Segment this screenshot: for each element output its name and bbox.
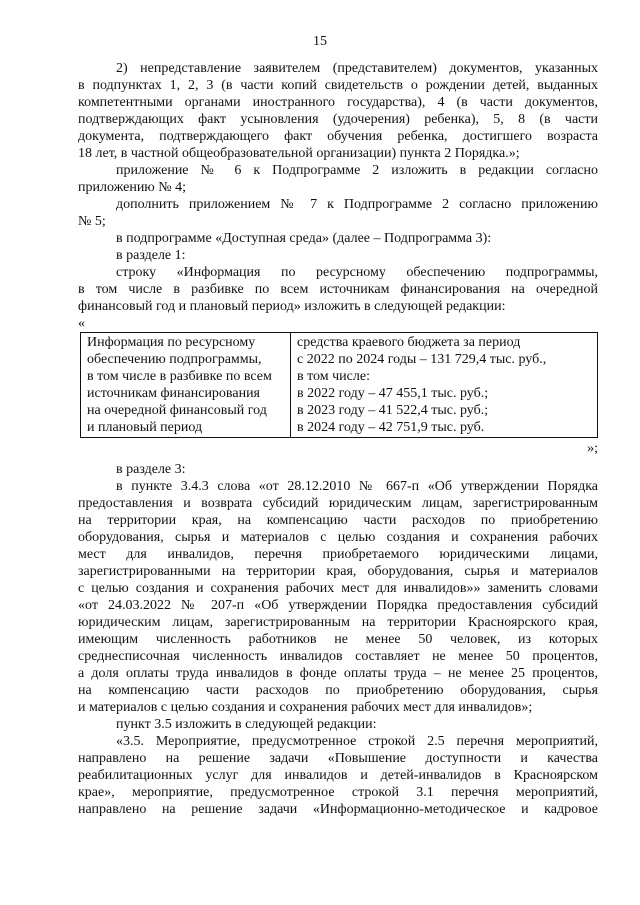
table-value-line: в 2022 году – 47 455,1 тыс. руб.; — [297, 386, 489, 401]
table-label-line: Информация по ресурсному — [87, 335, 256, 350]
table-label-cell — [81, 333, 291, 438]
text-line: подтверждающих факт усыновления (удочерения) ребенка), 5, 8 (в части — [78, 112, 598, 127]
table-label-line: обеспечению подпрограммы, — [87, 352, 262, 367]
text-line: приложению № 4; — [78, 180, 187, 195]
text-line: а доля оплаты труда инвалидов в фонде оплаты труда – не менее 25 процентов, — [78, 666, 598, 681]
text-line: приложение № 6 к Подпрограмме 2 изложить в редакции согласно — [116, 163, 598, 178]
text-line: на территории края, на компенсацию части расходов по приобретению — [78, 513, 598, 528]
text-line: 18 лет, в частной общеобразовательной организации) пункта 2 Порядка.»; — [78, 146, 520, 161]
text-line: «3.5. Мероприятие, предусмотренное строкой 2.5 перечня мероприятий, — [116, 734, 598, 749]
text-line: № 5; — [78, 214, 106, 229]
text-line: крае», мероприятие, предусмотренное строкой 3.1 перечня мероприятий, — [78, 785, 598, 800]
text-line: зарегистрированными на территории края, оборудования, сырья и материалов — [78, 564, 598, 579]
text-line: «от 24.03.2022 № 207-п «Об утверждении Порядка предоставления субсидий — [78, 598, 598, 613]
text-line: среднесписочная численность инвалидов составляет не менее 50 процентов, — [78, 649, 598, 664]
quote-open: « — [78, 316, 85, 331]
text-line: компетентными органами иностранного государства), 4 (в части документов, — [78, 95, 598, 110]
text-line: в пункте 3.4.3 слова «от 28.12.2010 № 667-п «Об утверждении Порядка — [116, 479, 598, 494]
table-label-line: и плановый период — [87, 420, 203, 435]
text-line: предоставления и возврата субсидий юридическим лицам, зарегистрированным — [78, 496, 598, 511]
table-value-line: в том числе: — [297, 369, 370, 384]
text-line: и материалов с целью создания и сохранения рабочих мест для инвалидов»; — [78, 700, 533, 715]
text-line: имеющим численность работников не менее 50 человек, из которых — [78, 632, 598, 647]
text-line: в разделе 1: — [116, 248, 186, 263]
table-label-line: на очередной финансовый год — [87, 403, 267, 418]
table-value-line: средства краевого бюджета за период — [297, 335, 521, 350]
text-line: мест для инвалидов, перечня приобретаемого юридическими лицами, — [78, 547, 598, 562]
text-line: дополнить приложением № 7 к Подпрограмме 2 согласно приложению — [116, 197, 598, 212]
table-value-line: в 2023 году – 41 522,4 тыс. руб.; — [297, 403, 489, 418]
table-label-line: источникам финансирования — [87, 386, 260, 401]
text-line: оборудования, сырья и материалов с целью создания и сохранения рабочих — [78, 530, 598, 545]
text-line: юридическим лицам, зарегистрированным на территории Красноярского края, — [78, 615, 598, 630]
text-line: в разделе 3: — [116, 462, 186, 477]
document-body — [78, 60, 598, 818]
text-line: в подпунктах 1, 2, 3 (в части копий свидетельств о рождении детей, выданных — [78, 78, 598, 93]
text-line: с целью создания и сохранения рабочих мест для инвалидов»» заменить словами — [78, 581, 598, 596]
text-line: в подпрограмме «Доступная среда» (далее – Подпрограмма 3): — [116, 231, 492, 246]
text-line: направлено на решение задачи «Повышение доступности и качества — [78, 751, 598, 766]
quote-close: »; — [587, 441, 598, 456]
text-line: строку «Информация по ресурсному обеспечению подпрограммы, — [116, 265, 598, 280]
table-value-line: в 2024 году – 42 751,9 тыс. руб. — [297, 420, 485, 435]
table-value-cell — [291, 333, 598, 438]
text-line: финансовый год и плановый период» изложить в следующей редакции: — [78, 299, 506, 314]
page-number: 15 — [313, 34, 327, 49]
table-label-line: в том числе в разбивке по всем — [87, 369, 272, 384]
text-line: пункт 3.5 изложить в следующей редакции: — [116, 717, 377, 732]
resource-info-table — [80, 332, 598, 438]
table-value-line: с 2022 по 2024 годы – 131 729,4 тыс. руб., — [297, 352, 547, 367]
text-line: направлено на решение задачи «Информационно-методическое и кадровое — [78, 802, 598, 817]
text-line: в том числе в разбивке по всем источникам финансирования на очередной — [78, 282, 598, 297]
text-line: на компенсацию части расходов по приобретению оборудования, сырья — [78, 683, 598, 698]
text-line: документа, подтверждающего факт обучения ребенка, достигшего возраста — [78, 129, 598, 144]
text-line: 2) непредставление заявителем (представителем) документов, указанных — [116, 61, 598, 76]
text-line: реабилитационных услуг для инвалидов и детей-инвалидов в Красноярском — [78, 768, 598, 783]
